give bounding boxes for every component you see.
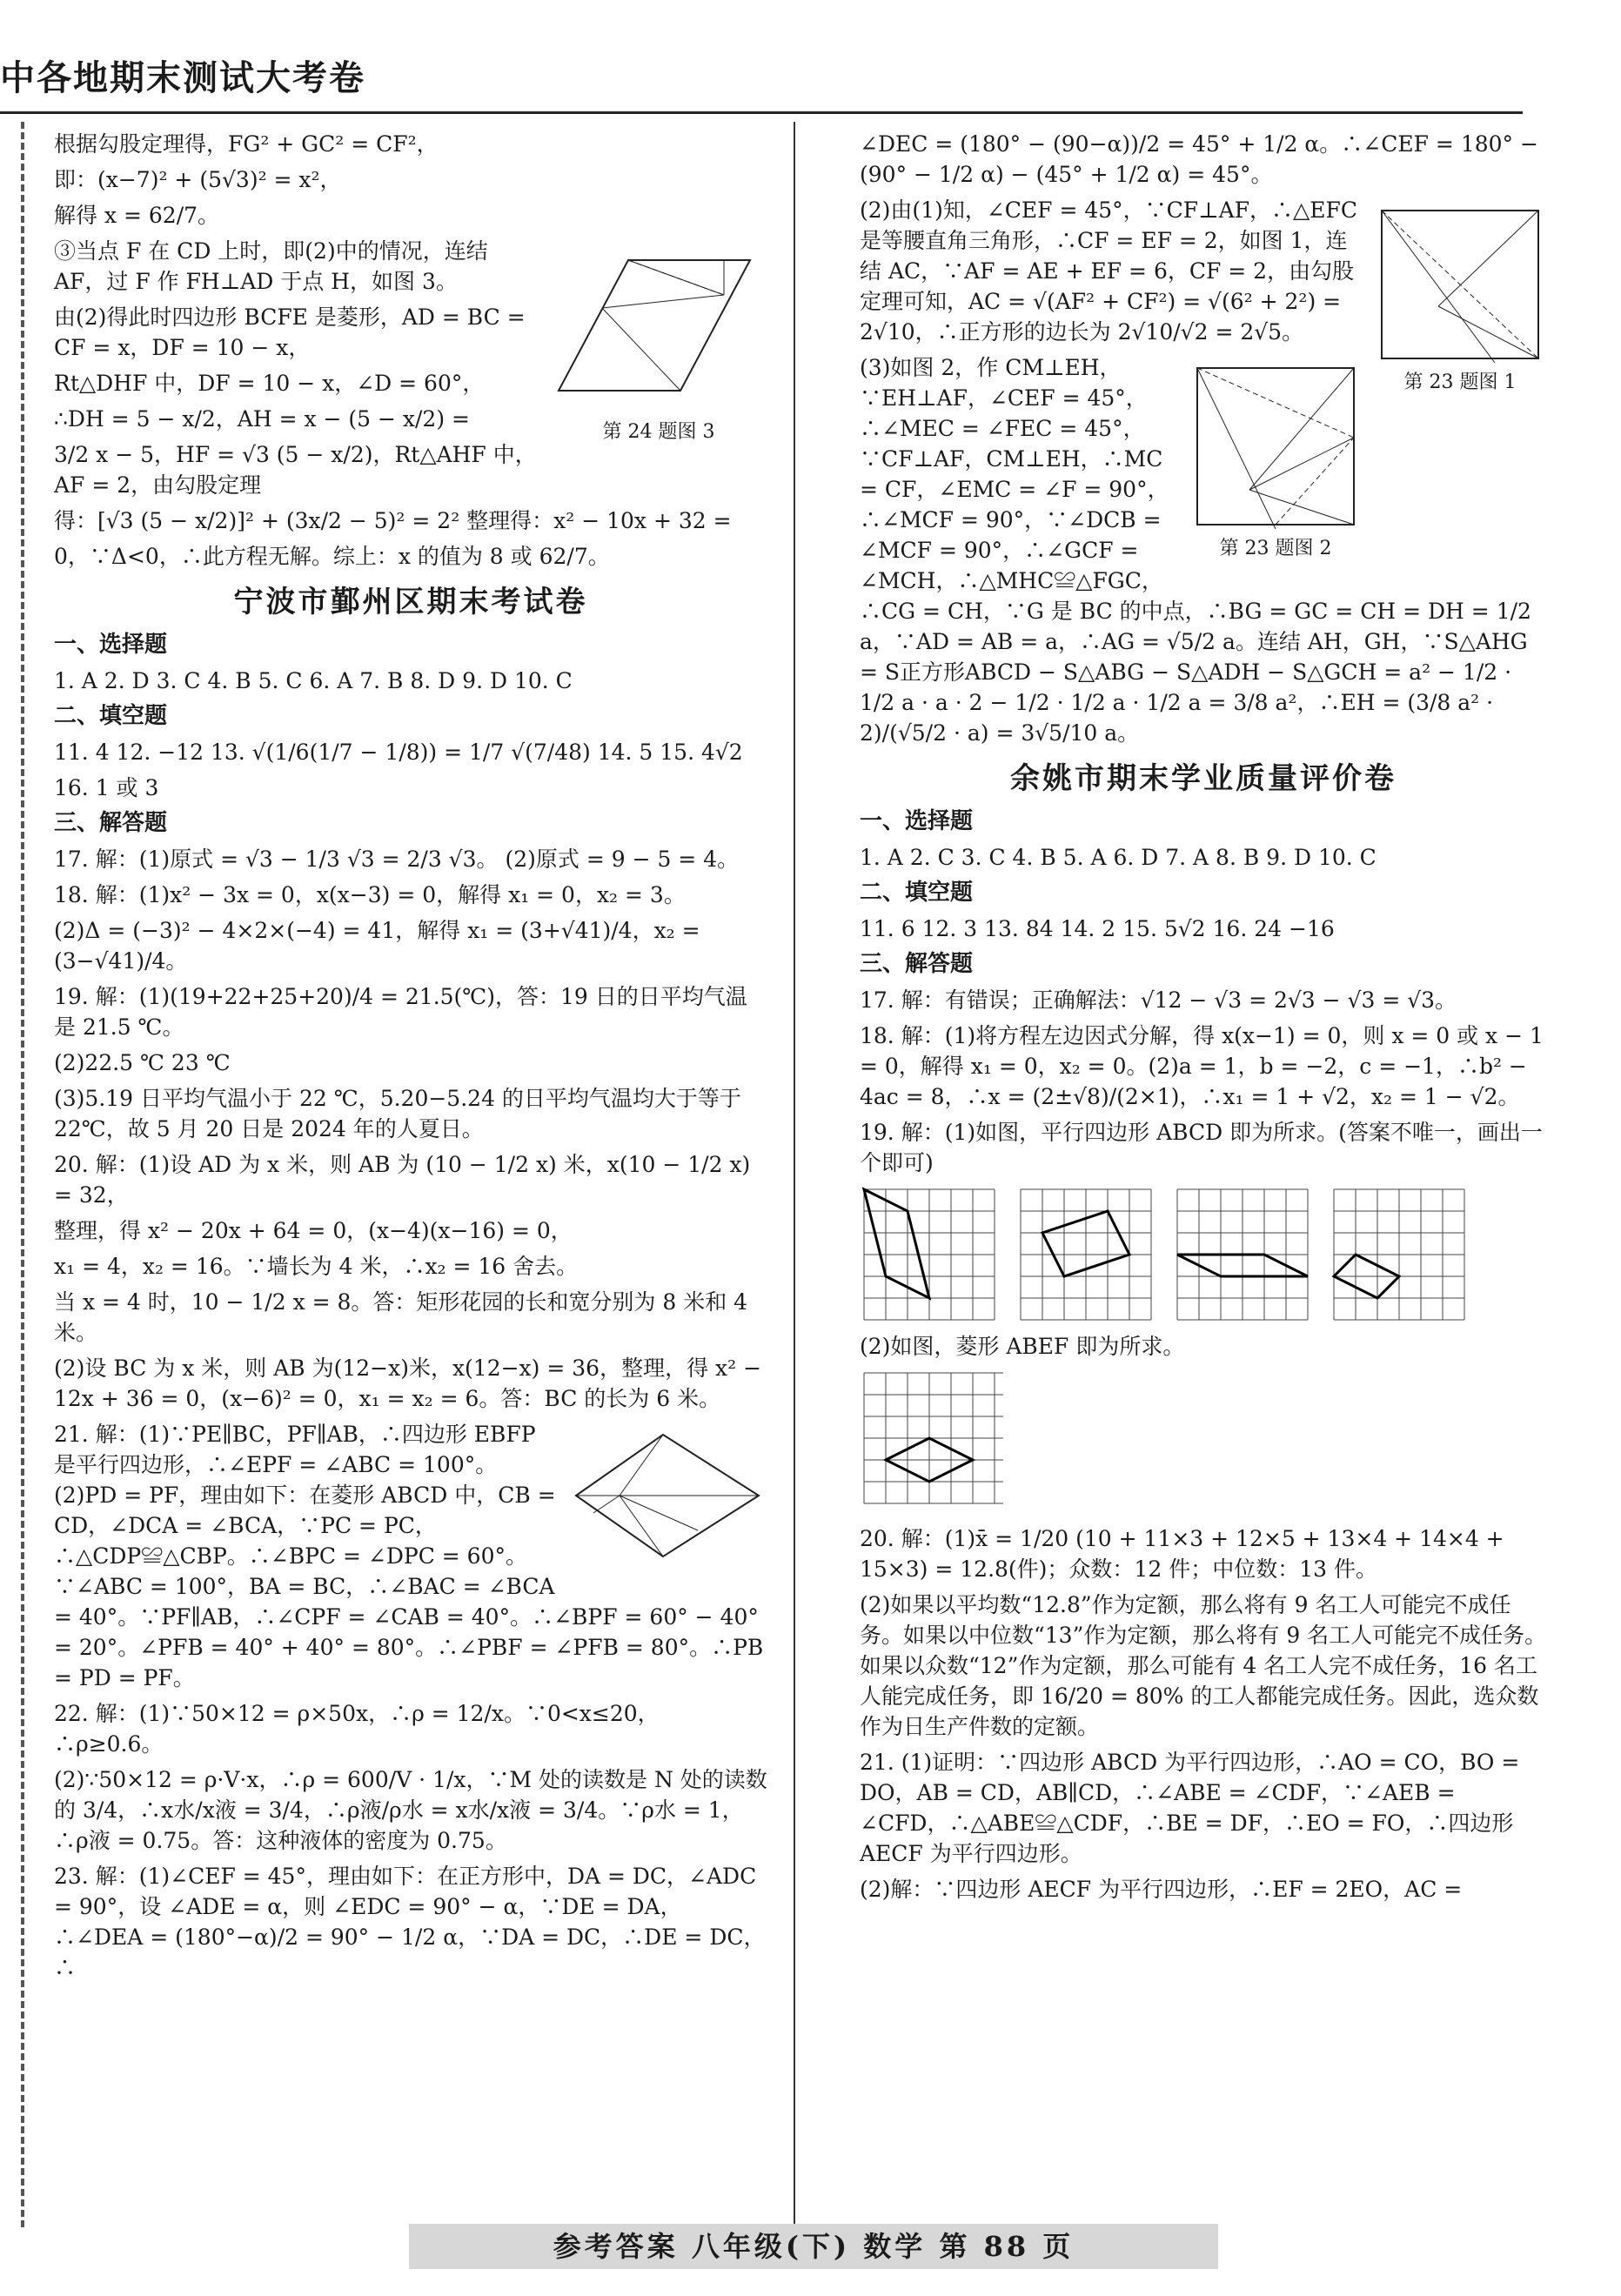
choice-answers: 1. A 2. D 3. C 4. B 5. C 6. A 7. B 8. D 9. D 10. C xyxy=(54,668,573,693)
section-heading: 一、选择题 xyxy=(54,632,168,658)
column-divider xyxy=(794,122,795,2245)
choice-answers: 1. A 2. C 3. C 4. B 5. A 6. D 7. A 8. B 9. D 10. C xyxy=(860,845,1377,870)
text-line: ∠DEC = (180° − (90−α))/2 = 45° + 1/2 α。∴∠CEF = 180° − (90° − 1/2 α) − (45° + 1/2 α) = 45°。 xyxy=(860,131,1538,187)
section-heading: 二、填空题 xyxy=(860,880,974,906)
answer-line: 17. 解：(1)原式 = √3 − 1/3 √3 = 2/3 √3。 (2)原式 = 9 − 5 = 4。 xyxy=(54,847,740,872)
header-rule xyxy=(0,111,1523,114)
answer-line: 21. (1)证明：∵四边形 ABCD 为平行四边形，∴AO = CO，BO = DO，AB = CD，AB∥CD，∴∠ABE = ∠CDF，∵∠AEB = ∠CFD，∴△ABE≌△CDF，∴BE = DF，∴EO = FO，∴四边形 AECF 为平行四边形。 xyxy=(860,1750,1520,1866)
exam-title: 宁波市鄞州区期末考试卷 xyxy=(233,585,588,619)
answer-line: (2)如图，菱形 ABEF 即为所求。 xyxy=(860,1334,1185,1359)
fill-answers: 11. 6 12. 3 13. 84 14. 2 15. 5√2 16. 24 −16 xyxy=(860,916,1335,941)
answer-line: 19. 解：(1)如图，平行四边形 ABCD 即为所求。(答案不唯一，画出一个即可) xyxy=(860,1120,1543,1175)
figure-23-2 xyxy=(1189,359,1363,564)
answer-line: 19. 解：(1)(19+22+25+20)/4 = 21.5(℃)，答：19 日的日平均气温是 21.5 ℃。 xyxy=(54,984,747,1040)
left-column xyxy=(54,129,767,1988)
text-line: (2)由(1)知，∠CEF = 45°，∵CF⊥AF，∴△EFC 是等腰直角三角形，∴CF = EF = 2，如图 1，连结 AC，∵AF = AE + EF = 6，CF = 2，由勾股定理可知，AC = √(AF² + CF²) = √(6² + 2²) = 2√10，∴正方形的边长为 2√10/√2 = 2√5。 xyxy=(860,197,1357,345)
grid-figure-rhombus xyxy=(860,1369,1547,1516)
grid-figure xyxy=(1330,1185,1469,1324)
text-line: 即：(x−7)² + (5√3)² = x²， xyxy=(54,167,342,192)
answer-line: (2)解：∵四边形 AECF 为平行四边形，∴EF = 2EO，AC = xyxy=(860,1877,1463,1902)
answer-line: 22. 解：(1)∵50×12 = ρ×50x，∴ρ = 12/x。∵0<x≤20，∴ρ≥0.6。 xyxy=(54,1701,660,1757)
figure-caption: 第 23 题图 2 xyxy=(1219,538,1332,559)
answer-line: 18. 解：(1)x² − 3x = 0，x(x−3) = 0，解得 x₁ = 0，x₂ = 3。 xyxy=(54,882,686,907)
text-line: ∴DH = 5 − x/2，AH = x − (5 − x/2) = xyxy=(54,406,470,432)
figure-23-1 xyxy=(1373,202,1547,398)
answer-line: 20. 解：(1)设 AD 为 x 米，则 AB 为 (10 − 1/2 x) 米，x(10 − 1/2 x) = 32， xyxy=(54,1152,751,1208)
answer-line: (2)设 BC 为 x 米，则 AB 为(12−x)米，x(12−x) = 36，整理，得 x² − 12x + 36 = 0，(x−6)² = 0，x₁ = x₂ = 6。答：BC 的长为 6 米。 xyxy=(54,1356,762,1411)
text-line: 解得 x = 62/7。 xyxy=(54,203,220,228)
figure-24-3 xyxy=(550,243,767,447)
grid-figure xyxy=(1173,1185,1312,1324)
text-line: 3/2 x − 5，HF = √3 (5 − x/2)，Rt△AHF 中，AF = 2，由勾股定理 xyxy=(54,442,537,498)
section-heading: 一、选择题 xyxy=(860,808,974,834)
grid-figure xyxy=(1016,1185,1155,1324)
text-line: 根据勾股定理得，FG² + GC² = CF²， xyxy=(54,131,439,157)
section-heading: 三、解答题 xyxy=(860,951,974,977)
answer-line: (2)∵50×12 = ρ·V·x，∴ρ = 600/V · 1/x，∵M 处的读数是 N 处的读数的 3/4，∴x水/x液 = 3/4，∴ρ液/ρ水 = x水/x液 = 3/4。∵ρ水 = 1，∴ρ液 = 0.75。答：这种液体的密度为 0.75。 xyxy=(54,1767,767,1853)
figure-caption: 第 24 题图 3 xyxy=(602,421,715,443)
text-line: Rt△DHF 中，DF = 10 − x，∠D = 60°， xyxy=(54,371,485,396)
answer-line: 21. 解：(1)∵PE∥BC，PF∥AB，∴四边形 EBFP 是平行四边形，∴∠EPF = ∠ABC = 100°。(2)PD = PF，理由如下：在菱形 ABCD 中，CB = CD，∠DCA = ∠BCA，∵PC = PC，∴△CDP≌△CBP。∴∠BPC = ∠DPC = 60°。∵∠ABC = 100°，BA = BC，∴∠BAC = ∠BCA = 40°。∵PF∥AB，∴∠CPF = ∠CAB = 40°。∴∠BPF = 60° − 40° = 20°。∠PFB = 40° + 40° = 80°。∴∠PBF = ∠PFB = 80°。∴PB = PD = PF。 xyxy=(54,1422,764,1690)
exam-title: 余姚市期末学业质量评价卷 xyxy=(1010,761,1397,796)
grid-figure xyxy=(860,1185,999,1324)
answer-line: 当 x = 4 时，10 − 1/2 x = 8。答：矩形花园的长和宽分别为 8 米和 4 米。 xyxy=(54,1289,748,1345)
answer-line: 17. 解：有错误；正确解法：√12 − √3 = 2√3 − √3 = √3。 xyxy=(860,987,1457,1013)
answer-line: x₁ = 4，x₂ = 16。∵墙长为 4 米，∴x₂ = 16 舍去。 xyxy=(54,1254,579,1279)
answer-line: 18. 解：(1)将方程左边因式分解，得 x(x−1) = 0，则 x = 0 或 x − 1 = 0，解得 x₁ = 0，x₂ = 0。(2)a = 1，b = −2，c = −1，∴b² − 4ac = 8，∴x = (2±√8)/(2×1)，∴x₁ = 1 + √2，x₂ = 1 − √2。 xyxy=(860,1023,1544,1109)
answer-line: (2)Δ = (−3)² − 4×2×(−4) = 41，解得 x₁ = (3+√41)/4，x₂ = (3−√41)/4。 xyxy=(54,918,700,974)
text-line: ③当点 F 在 CD 上时，即(2)中的情况，连结 AF，过 F 作 FH⊥AD 于点 H，如图 3。 xyxy=(54,238,488,294)
section-heading: 二、填空题 xyxy=(54,703,168,729)
text-line: (3)如图 2，作 CM⊥EH，∵EH⊥AF，∠CEF = 45°，∴∠MEC = ∠FEC = 45°，∵CF⊥AF，CM⊥EH，∴MC = CF，∠EMC = ∠F = 90°，∴∠MCF = 90°，∵∠DCB = ∠MCF = 90°，∴∠GCF = ∠MCH，∴△MHC≌△FGC，∴CG = CH，∵G 是 BC 的中点，∴BG = GC = CH = DH = 1/2 a，∵AD = AB = a，∴AG = √5/2 a。连结 AH，GH，∵S△AHG = S正方形ABCD − S△ABG − S△ADH − S△GCH = a² − 1/2 · 1/2 a · a · 2 − 1/2 · 1/2 a · 1/2 a = 3/8 a²，∴EH = (3/8 a² · 2)/(√5/2 · a) = 3√5/10 a。 xyxy=(860,355,1531,746)
grid-figure xyxy=(860,1369,1008,1516)
binding-edge xyxy=(21,122,24,2227)
page-header-title: 中各地期末测试大考卷 xyxy=(0,57,365,98)
answer-line: 整理，得 x² − 20x + 64 = 0，(x−4)(x−16) = 0， xyxy=(54,1218,573,1243)
answer-line: (2)如果以平均数“12.8”作为定额，那么将有 9 名工人可能完不成任务。如果以中位数“13”作为定额，那么将有 9 名工人可能完不成任务。如果以众数“12”作为定额，那么可能有 4 名工人完不成任务，16 名工人能完成任务，即 16/20 = 80% 的工人都能完成任务。因此，选众数作为日生产件数的定额。 xyxy=(860,1592,1547,1739)
right-column xyxy=(860,129,1547,1910)
figure-21-rhombus xyxy=(567,1426,767,1574)
answer-line: 23. 解：(1)∠CEF = 45°，理由如下：在正方形中，DA = DC，∠ADC = 90°，设 ∠ADE = α，则 ∠EDC = 90° − α，∵DE = DA，∴∠DEA = (180°−α)/2 = 90° − 1/2 α，∵DA = DC，∴DE = DC，∴ xyxy=(54,1864,766,1980)
answer-line: (3)5.19 日平均气温小于 22 ℃，5.20−5.24 的日平均气温均大于等于 22℃，故 5 月 20 日是 2024 年的人夏日。 xyxy=(54,1086,741,1141)
answer-line: 20. 解：(1)x̄ = 1/20 (10 + 11×3 + 12×5 + 13×4 + 14×4 + 15×3) = 12.8(件)；众数：12 件；中位数：13 件。 xyxy=(860,1526,1504,1582)
section-heading: 三、解答题 xyxy=(54,810,168,836)
figure-caption: 第 23 题图 1 xyxy=(1403,372,1517,393)
answer-line: (2)22.5 ℃ 23 ℃ xyxy=(54,1050,231,1075)
grid-figures-19 xyxy=(860,1185,1547,1324)
text-line: 得：[√3 (5 − x/2)]² + (3x/2 − 5)² = 2² 整理得：x² − 10x + 32 = xyxy=(54,508,732,533)
fill-answers: 16. 1 或 3 xyxy=(54,775,159,800)
page-footer: 参考答案 八年级(下) 数学 第 88 页 xyxy=(409,2224,1218,2269)
text-line: 0，∵Δ<0，∴此方程无解。综上：x 的值为 8 或 62/7。 xyxy=(54,544,610,569)
fill-answers: 11. 4 12. −12 13. √(1/6(1/7 − 1/8)) = 1/7 √(7/48) 14. 5 15. 4√2 xyxy=(54,740,743,765)
text-line: 由(2)得此时四边形 BCFE 是菱形，AD = BC = CF = x，DF = 10 − x， xyxy=(54,305,526,360)
